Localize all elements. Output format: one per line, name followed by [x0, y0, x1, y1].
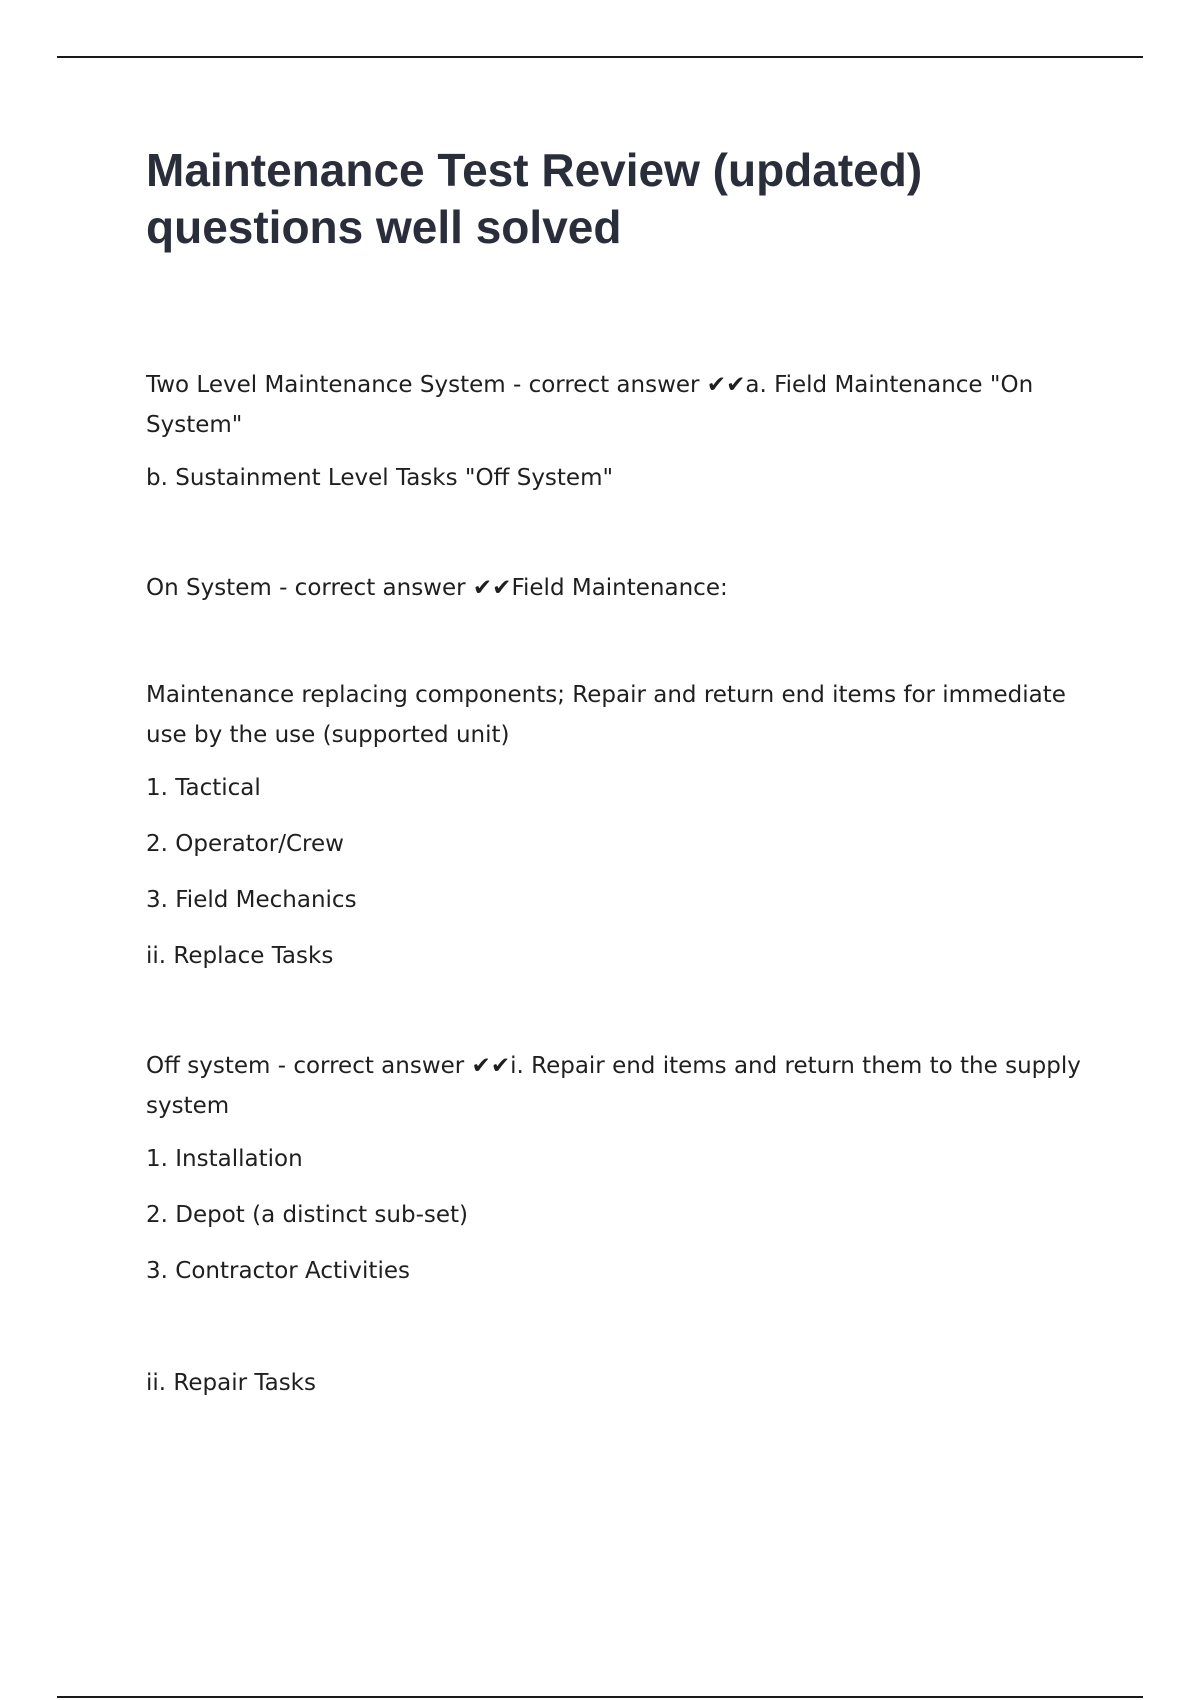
list-item: 2. Operator/Crew [146, 831, 344, 857]
list-item: 1. Tactical [146, 775, 261, 801]
list-item: 2. Depot (a distinct sub-set) [146, 1202, 469, 1228]
question-two-level: Two Level Maintenance System - correct answer ✔✔a. Field Maintenance "On System" [146, 372, 1034, 438]
bottom-rule [57, 1696, 1143, 1698]
document-title: Maintenance Test Review (updated) questions well solved [146, 144, 923, 253]
paragraph-repair-tasks: ii. Repair Tasks [146, 1370, 316, 1396]
list-item: 3. Contractor Activities [146, 1258, 410, 1284]
paragraph-maintenance-replacing: Maintenance replacing components; Repair and return end items for immediate use by the use (supported unit) [146, 682, 1066, 748]
list-item: 1. Installation [146, 1146, 303, 1172]
answer-line: b. Sustainment Level Tasks "Off System" [146, 465, 614, 491]
question-off-system: Off system - correct answer ✔✔i. Repair end items and return them to the supply system [146, 1053, 1081, 1119]
document-body [146, 365, 1086, 1416]
list-item: ii. Replace Tasks [146, 943, 334, 969]
top-rule [57, 56, 1143, 58]
question-on-system: On System - correct answer ✔✔Field Maintenance: [146, 575, 728, 601]
list-item: 3. Field Mechanics [146, 887, 357, 913]
